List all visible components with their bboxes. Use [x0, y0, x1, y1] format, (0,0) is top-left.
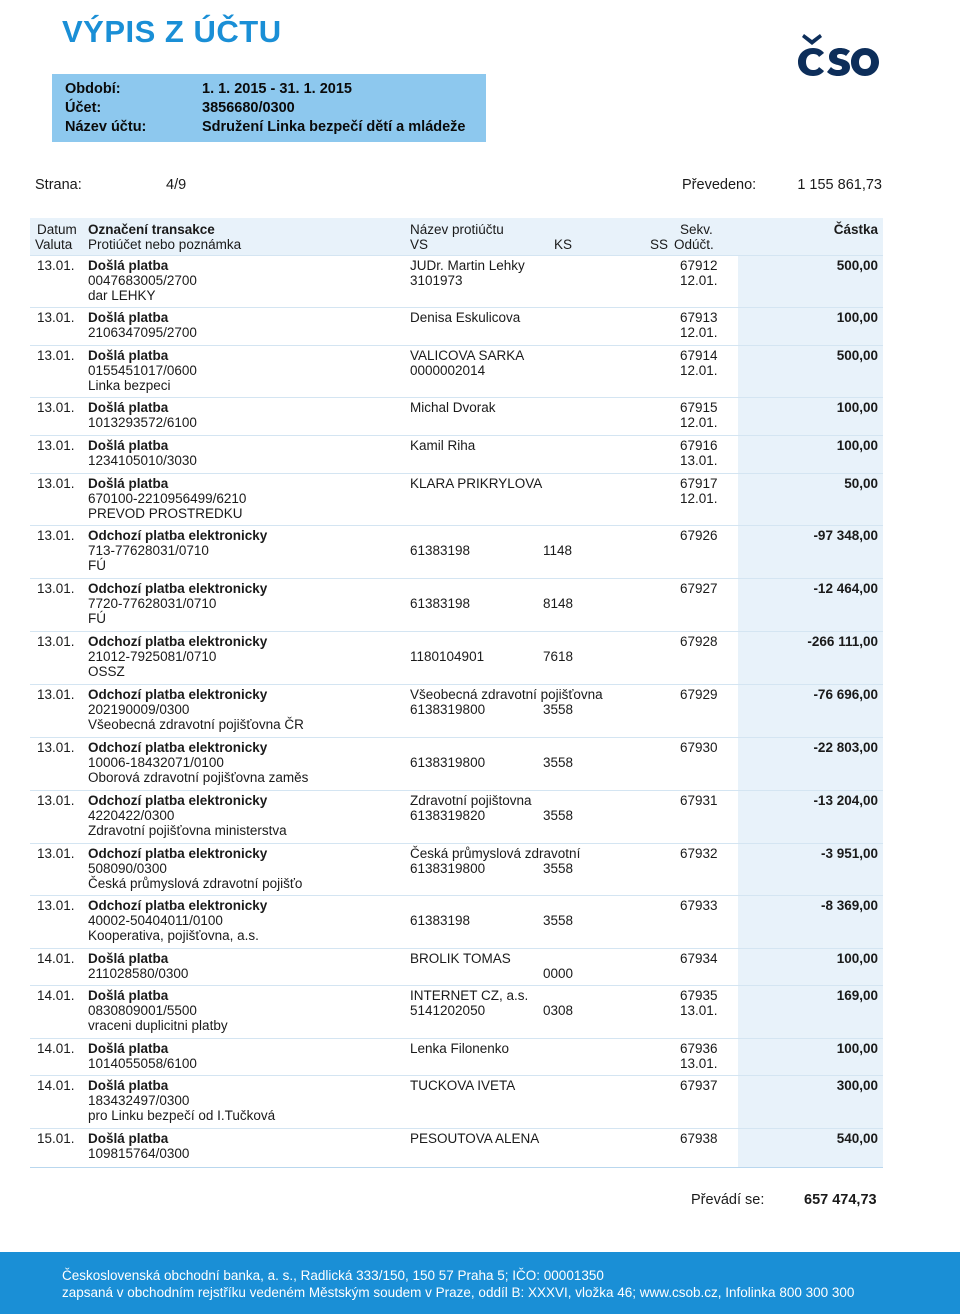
txn-type: Došlá platba — [88, 1131, 169, 1146]
col-vs: VS — [410, 237, 429, 252]
txn-note: Všeobecná zdravotní pojišťovna ČR — [88, 717, 304, 732]
col-ss: SS — [650, 237, 669, 252]
txn-amount: 500,00 — [836, 258, 878, 273]
txn-counter-account: 670100-2210956499/6210 — [88, 491, 247, 506]
row-separator — [30, 631, 883, 632]
col-sekv: Sekv. — [680, 222, 713, 237]
txn-ks: 7618 — [543, 649, 574, 664]
txn-counter-account: 211028580/0300 — [88, 966, 189, 981]
account-info-box — [52, 74, 486, 142]
txn-sequence: 67931 — [680, 793, 718, 808]
txn-counterparty-name: Česká průmyslová zdravotní — [410, 846, 581, 861]
txn-amount: 100,00 — [836, 438, 878, 453]
txn-note: dar LEHKY — [88, 288, 156, 303]
txn-amount: 540,00 — [836, 1131, 878, 1146]
txn-type: Odchozí platba elektronicky — [88, 740, 268, 755]
txn-type: Došlá platba — [88, 438, 169, 453]
row-separator — [30, 985, 883, 986]
txn-counter-account: 508090/0300 — [88, 861, 167, 876]
txn-amount: 100,00 — [836, 951, 878, 966]
txn-amount: -76 696,00 — [813, 687, 878, 702]
txn-posting-date: 12.01. — [680, 415, 718, 430]
period-label: Období: — [65, 81, 121, 97]
txn-type: Došlá platba — [88, 951, 169, 966]
txn-counterparty-name: Michal Dvorak — [410, 400, 496, 415]
txn-amount: 100,00 — [836, 400, 878, 415]
txn-counterparty-name: JUDr. Martin Lehky — [410, 258, 525, 273]
txn-counterparty-name: Všeobecná zdravotní pojišťovna — [410, 687, 603, 702]
txn-type: Došlá platba — [88, 258, 169, 273]
txn-counterparty-name: Kamil Riha — [410, 438, 476, 453]
txn-date: 13.01. — [37, 348, 75, 363]
txn-posting-date: 12.01. — [680, 491, 718, 506]
txn-vs: 6138319800 — [410, 755, 486, 770]
page-title: VÝPIS Z ÚČTU — [62, 14, 282, 49]
txn-note: FÚ — [88, 611, 106, 626]
account-name-label: Název účtu: — [65, 119, 147, 135]
txn-sequence: 67926 — [680, 528, 718, 543]
txn-vs: 6138319800 — [410, 702, 486, 717]
txn-counter-account: 1014055058/6100 — [88, 1056, 197, 1071]
txn-ks: 3558 — [543, 755, 574, 770]
txn-type: Došlá platba — [88, 400, 169, 415]
txn-date: 13.01. — [37, 476, 75, 491]
txn-type: Došlá platba — [88, 1041, 169, 1056]
txn-date: 13.01. — [37, 687, 75, 702]
row-separator — [30, 790, 883, 791]
txn-note: OSSZ — [88, 664, 125, 679]
txn-posting-date: 12.01. — [680, 363, 718, 378]
txn-counter-account: 183432497/0300 — [88, 1093, 190, 1108]
txn-counterparty-name: PESOUTOVA ALENA — [410, 1131, 540, 1146]
txn-amount: -8 369,00 — [820, 898, 878, 913]
period-value: 1. 1. 2015 - 31. 1. 2015 — [202, 81, 352, 97]
col-ks: KS — [554, 237, 573, 252]
txn-counterparty-name: INTERNET CZ, a.s. — [410, 988, 529, 1003]
table-bottom-divider — [30, 1167, 883, 1168]
row-separator — [30, 1038, 883, 1039]
txn-type: Odchozí platba elektronicky — [88, 898, 268, 913]
carry-forward-value: 657 474,73 — [804, 1192, 877, 1208]
txn-sequence: 67936 — [680, 1041, 718, 1056]
txn-posting-date: 12.01. — [680, 325, 718, 340]
txn-date: 13.01. — [37, 898, 75, 913]
page-label: Strana: — [35, 177, 82, 193]
txn-sequence: 67930 — [680, 740, 718, 755]
txn-counterparty-name: Lenka Filonenko — [410, 1041, 510, 1056]
txn-type: Došlá platba — [88, 348, 169, 363]
txn-counterparty-name: Zdravotní pojištovna — [410, 793, 532, 808]
txn-posting-date: 13.01. — [680, 453, 718, 468]
txn-amount: -3 951,00 — [820, 846, 878, 861]
txn-note: FÚ — [88, 558, 106, 573]
txn-type: Došlá platba — [88, 1078, 169, 1093]
page-info-row — [35, 177, 882, 197]
txn-ks: 0000 — [543, 966, 574, 981]
txn-type: Došlá platba — [88, 476, 169, 491]
txn-amount: -22 803,00 — [813, 740, 878, 755]
txn-amount: -97 348,00 — [813, 528, 878, 543]
txn-vs: 1180104901 — [410, 649, 485, 664]
txn-type: Odchozí platba elektronicky — [88, 634, 268, 649]
txn-date: 14.01. — [37, 1041, 75, 1056]
account-value: 3856680/0300 — [202, 100, 295, 116]
txn-date: 13.01. — [37, 310, 75, 325]
row-separator — [30, 345, 883, 346]
txn-sequence: 67913 — [680, 310, 718, 325]
txn-note: PREVOD PROSTREDKU — [88, 506, 243, 521]
txn-ks: 0308 — [543, 1003, 574, 1018]
txn-note: Linka bezpeci — [88, 378, 171, 393]
txn-counter-account: 1013293572/6100 — [88, 415, 197, 430]
col-protiucet: Protiúčet nebo poznámka — [88, 237, 242, 252]
txn-vs: 61383198 — [410, 543, 471, 558]
txn-date: 13.01. — [37, 740, 75, 755]
txn-counter-account: 0047683005/2700 — [88, 273, 197, 288]
txn-posting-date: 13.01. — [680, 1003, 718, 1018]
txn-type: Odchozí platba elektronicky — [88, 793, 268, 808]
col-nazev-protiuctu: Název protiúčtu — [410, 222, 504, 237]
txn-date: 13.01. — [37, 634, 75, 649]
txn-vs: 0000002014 — [410, 363, 486, 378]
txn-type: Došlá platba — [88, 310, 169, 325]
footer-line-2: zapsaná v obchodním rejstříku vedeném Městským soudem v Praze, oddíl B: XXXVI, vložka 46; www.csob.cz, Infolinka 800 300 300 — [62, 1285, 855, 1300]
row-separator — [30, 435, 883, 436]
page-number: 4/9 — [166, 177, 187, 193]
txn-date: 13.01. — [37, 438, 75, 453]
txn-counterparty-name: VALICOVA SARKA — [410, 348, 525, 363]
col-oznaceni: Označení transakce — [88, 222, 215, 237]
txn-sequence: 67934 — [680, 951, 718, 966]
account-name-value: Sdružení Linka bezpečí dětí a mládeže — [202, 119, 466, 135]
txn-counterparty-name: KLARA PRIKRYLOVA — [410, 476, 543, 491]
txn-note: Oborová zdravotní pojišťovna zaměs — [88, 770, 309, 785]
txn-sequence: 67935 — [680, 988, 718, 1003]
txn-date: 14.01. — [37, 988, 75, 1003]
txn-amount: -266 111,00 — [807, 634, 878, 649]
txn-sequence: 67928 — [680, 634, 718, 649]
row-separator — [30, 684, 883, 685]
txn-amount: 300,00 — [836, 1078, 878, 1093]
txn-note: vraceni duplicitni platby — [88, 1018, 228, 1033]
account-label: Účet: — [65, 100, 102, 116]
txn-note: Kooperativa, pojišťovna, a.s. — [88, 928, 259, 943]
txn-vs: 61383198 — [410, 596, 471, 611]
row-separator — [30, 307, 883, 308]
txn-ks: 3558 — [543, 808, 574, 823]
txn-sequence: 67938 — [680, 1131, 718, 1146]
txn-posting-date: 12.01. — [680, 273, 718, 288]
footer — [0, 1252, 960, 1314]
txn-date: 13.01. — [37, 258, 75, 273]
txn-vs: 6138319800 — [410, 861, 486, 876]
txn-type: Došlá platba — [88, 988, 169, 1003]
txn-counterparty-name: BROLIK TOMAS — [410, 951, 511, 966]
txn-date: 13.01. — [37, 793, 75, 808]
txn-sequence: 67917 — [680, 476, 718, 491]
txn-amount: -13 204,00 — [813, 793, 878, 808]
carry-forward-label: Převádí se: — [691, 1192, 765, 1208]
txn-amount: 100,00 — [836, 310, 878, 325]
csob-logo — [790, 30, 886, 80]
txn-amount: 100,00 — [836, 1041, 878, 1056]
txn-counter-account: 0155451017/0600 — [88, 363, 197, 378]
col-valuta: Valuta — [35, 237, 73, 252]
txn-type: Odchozí platba elektronicky — [88, 528, 268, 543]
txn-sequence: 67937 — [680, 1078, 718, 1093]
txn-ks: 3558 — [543, 913, 574, 928]
txn-sequence: 67932 — [680, 846, 718, 861]
col-datum: Datum — [37, 222, 77, 237]
txn-counter-account: 2106347095/2700 — [88, 325, 197, 340]
txn-sequence: 67912 — [680, 258, 718, 273]
txn-counter-account: 713-77628031/0710 — [88, 543, 209, 558]
txn-date: 13.01. — [37, 846, 75, 861]
footer-line-1: Československá obchodní banka, a. s., Radlická 333/150, 150 57 Praha 5; IČO: 00001350 — [62, 1268, 604, 1283]
txn-vs: 3101973 — [410, 273, 463, 288]
txn-note: Česká průmyslová zdravotní pojišťo — [88, 876, 303, 891]
txn-vs: 5141202050 — [410, 1003, 486, 1018]
txn-ks: 8148 — [543, 596, 574, 611]
txn-posting-date: 13.01. — [680, 1056, 718, 1071]
txn-sequence: 67933 — [680, 898, 718, 913]
txn-ks: 1148 — [543, 543, 573, 558]
txn-date: 13.01. — [37, 528, 75, 543]
amount-column-band — [738, 255, 883, 1167]
row-separator — [30, 737, 883, 738]
txn-date: 13.01. — [37, 581, 75, 596]
txn-amount: 500,00 — [836, 348, 878, 363]
txn-sequence: 67914 — [680, 348, 718, 363]
txn-sequence: 67927 — [680, 581, 718, 596]
row-separator — [30, 1128, 883, 1129]
txn-counter-account: 109815764/0300 — [88, 1146, 190, 1161]
txn-date: 13.01. — [37, 400, 75, 415]
txn-date: 14.01. — [37, 1078, 75, 1093]
txn-counter-account: 4220422/0300 — [88, 808, 175, 823]
txn-vs: 6138319820 — [410, 808, 486, 823]
row-separator — [30, 843, 883, 844]
txn-counter-account: 21012-7925081/0710 — [88, 649, 217, 664]
txn-note: Zdravotní pojišťovna ministerstva — [88, 823, 287, 838]
row-separator — [30, 255, 883, 256]
txn-type: Odchozí platba elektronicky — [88, 687, 268, 702]
txn-note: pro Linku bezpečí od I.Tučková — [88, 1108, 276, 1123]
carried-over-value: 1 155 861,73 — [797, 177, 882, 193]
row-separator — [30, 525, 883, 526]
row-separator — [30, 948, 883, 949]
txn-sequence: 67929 — [680, 687, 718, 702]
txn-ks: 3558 — [543, 861, 574, 876]
txn-amount: 169,00 — [836, 988, 878, 1003]
txn-counter-account: 40002-50404011/0100 — [88, 913, 223, 928]
txn-date: 14.01. — [37, 951, 75, 966]
txn-sequence: 67915 — [680, 400, 718, 415]
col-castka: Částka — [833, 222, 878, 237]
txn-counter-account: 10006-18432071/0100 — [88, 755, 224, 770]
txn-counter-account: 7720-77628031/0710 — [88, 596, 217, 611]
col-oducet: Odúčt. — [674, 237, 714, 252]
txn-amount: 50,00 — [844, 476, 878, 491]
row-separator — [30, 578, 883, 579]
txn-type: Odchozí platba elektronicky — [88, 581, 268, 596]
txn-ks: 3558 — [543, 702, 574, 717]
txn-type: Odchozí platba elektronicky — [88, 846, 268, 861]
row-separator — [30, 895, 883, 896]
txn-vs: 61383198 — [410, 913, 471, 928]
txn-counterparty-name: TUCKOVA IVETA — [410, 1078, 516, 1093]
row-separator — [30, 1075, 883, 1076]
txn-counter-account: 1234105010/3030 — [88, 453, 197, 468]
carried-over-label: Převedeno: — [682, 177, 757, 193]
txn-date: 15.01. — [37, 1131, 75, 1146]
row-separator — [30, 473, 883, 474]
txn-amount: -12 464,00 — [813, 581, 878, 596]
txn-counter-account: 0830809001/5500 — [88, 1003, 197, 1018]
txn-counterparty-name: Denisa Eskulicova — [410, 310, 521, 325]
txn-counter-account: 202190009/0300 — [88, 702, 190, 717]
row-separator — [30, 397, 883, 398]
txn-sequence: 67916 — [680, 438, 718, 453]
